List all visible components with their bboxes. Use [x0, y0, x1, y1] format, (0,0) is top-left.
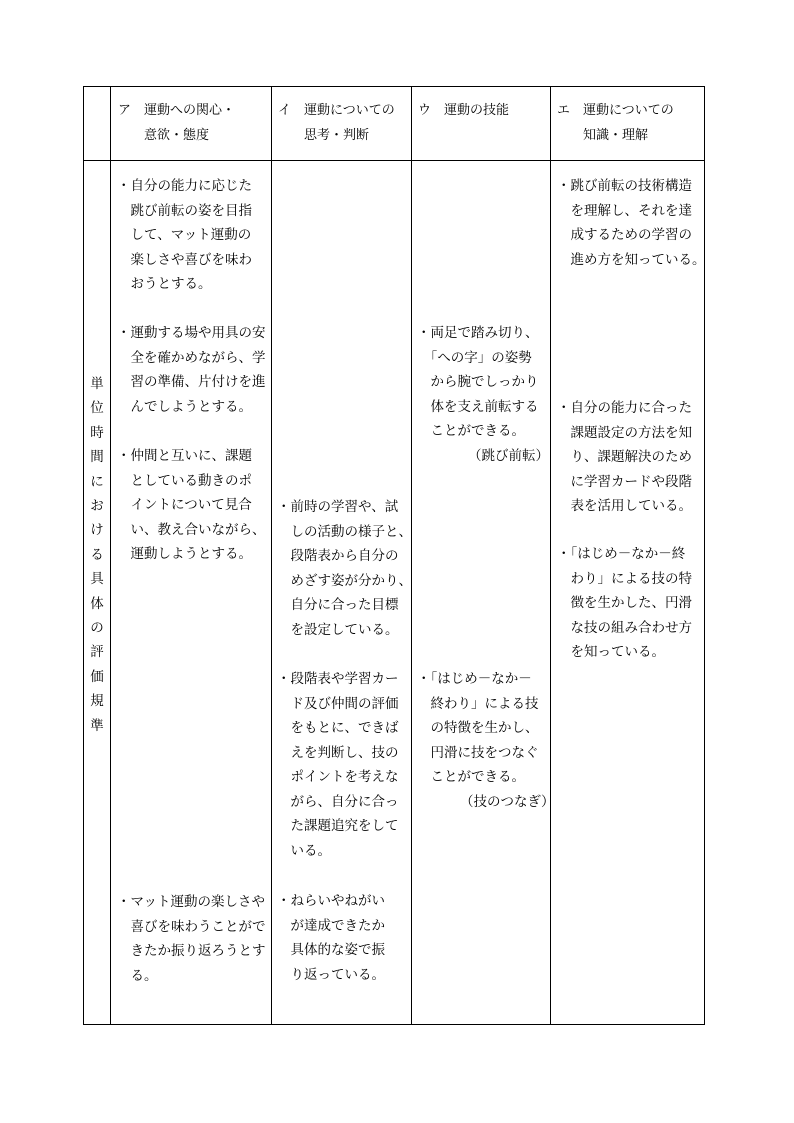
criteria-item: ・運動する場や用具の安 全を確かめながら、学 習の準備、片付けを進 んでしようとする。 — [117, 325, 266, 415]
criteria-item: ・マット運動の楽しさや 喜びを味わうことがで きたか振り返ろうとす る。 — [117, 894, 266, 984]
header-col-u: ウ 運動の技能 — [418, 103, 510, 118]
criteria-item: ・自分の能力に合った 課題設定の方法を知 り、課題解決のため に学習カードや段階 表を活用している。 — [557, 400, 692, 514]
table-left-border — [83, 86, 84, 1025]
criteria-item: ・段階表や学習カー ド及び仲間の評価 をもとに、できば えを判断し、技の ポイントを考えな がら、自分に合っ た課題追究をして いる。 — [277, 671, 399, 859]
criteria-item: ・「はじめ－なか－終 わり」による技の特 徴を生かした、円滑 な技の組み合わせ方 を知っている。 — [557, 546, 692, 660]
criteria-item: ・仲間と互いに、課題 としている動きのポ イントについて見合 い、教え合いながら、 運動しようとする。 — [117, 448, 266, 562]
skill-note: （跳び前転） — [468, 448, 549, 464]
criteria-item: ・前時の学習や、試 しの活動の様子と、 段階表から自分の めざす姿が分かり、 自分に合った目標 を設定している。 — [277, 499, 412, 638]
criteria-item: ・跳び前転の技術構造 を理解し、それを達 成するための学習の 進め方を知っている。 — [557, 178, 706, 268]
column-divider — [271, 86, 272, 1025]
column-divider — [110, 86, 111, 1025]
header-col-a: ア 運動への関心・ 意欲・態度 — [118, 103, 236, 143]
table-top-border — [83, 86, 705, 87]
header-divider — [83, 160, 705, 161]
skill-note: （技のつなぎ） — [460, 794, 555, 810]
header-col-e: エ 運動についての 知識・理解 — [557, 103, 674, 143]
criteria-item: ・「はじめ－なか－ 終わり」による技 の特徴を生かし、 円滑に技をつなぐ ことができる。 — [417, 671, 539, 785]
criteria-item: ・ねらいやねがい が達成できたか 具体的な姿で振 り返っている。 — [277, 893, 385, 983]
criteria-item: ・両足で踏み切り、 「への字」の姿勢 から腕でしっかり 体を支え前転する ことができる。 — [417, 325, 539, 439]
table-bottom-border — [83, 1024, 705, 1025]
header-col-i: イ 運動についての 思考・判断 — [278, 103, 395, 143]
criteria-item: ・自分の能力に応じた 跳び前転の姿を目指 して、マット運動の 楽しさや喜びを味わ おうとする。 — [117, 178, 252, 292]
column-divider — [550, 86, 551, 1025]
row-label: 単 位 時 間 に お け る 具 体 の 評 価 規 準 — [90, 376, 104, 734]
